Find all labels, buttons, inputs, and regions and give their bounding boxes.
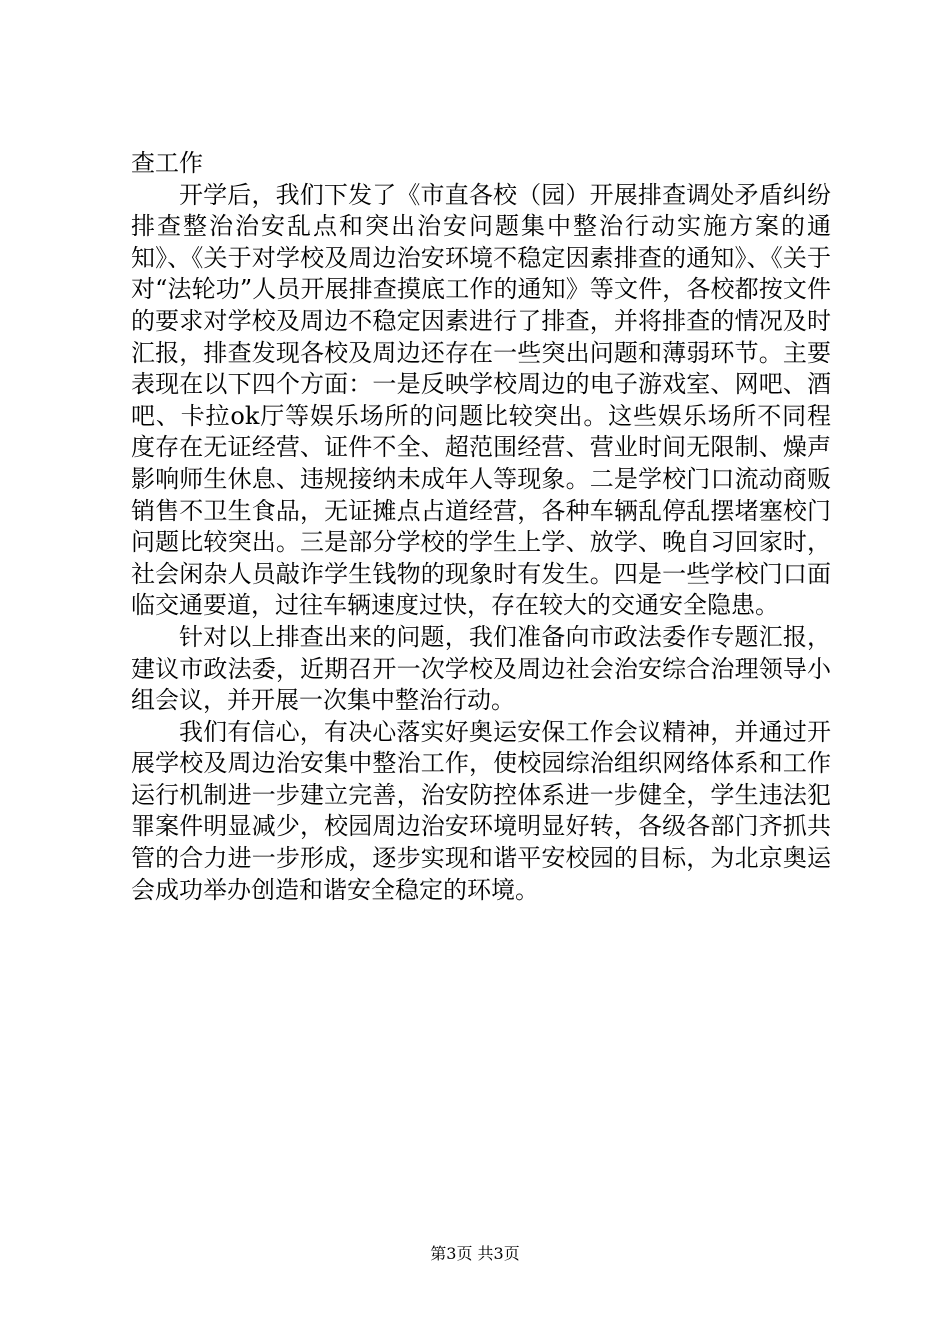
paragraph-continuation: 查工作 bbox=[131, 149, 203, 177]
page-footer bbox=[0, 1244, 950, 1264]
paragraph-proposed-actions: 针对以上排查出来的问题，我们准备向市政法委作专题汇报，建议市政法委，近期召开一次学校及周边社会治安综合治理领导小组会议，并开展一次集中整治行动。 bbox=[131, 622, 831, 715]
document-body bbox=[131, 148, 831, 906]
paragraph-conclusion: 我们有信心，有决心落实好奥运安保工作会议精神，并通过开展学校及周边治安集中整治工作，使校园综治组织网络体系和工作运行机制进一步建立完善，治安防控体系进一步健全，学生违法犯罪案件明显减少，校园周边治安环境明显好转，各级各部门齐抓共管的合力进一步形成，逐步实现和谐平安校园的目标，为北京奥运会成功举办创造和谐安全稳定的环境。 bbox=[131, 717, 831, 904]
paragraph-investigation-findings: 开学后，我们下发了《市直各校（园）开展排查调处矛盾纠纷排查整治治安乱点和突出治安问题集中整治行动实施方案的通知》、《关于对学校及周边治安环境不稳定因素排查的通知》、《关于对“法轮功”人员开展排查摸底工作的通知》等文件，各校都按文件的要求对学校及周边不稳定因素进行了排查，并将排查的情况及时汇报，排查发现各校及周边还存在一些突出问题和薄弱环节。主要表现在以下四个方面：一是反映学校周边的电子游戏室、网吧、酒吧、卡拉ok厅等娱乐场所的问题比较突出。这些娱乐场所不同程度存在无证经营、证件不全、超范围经营、营业时间无限制、燥声影响师生休息、违规接纳未成年人等现象。二是学校门口流动商贩销售不卫生食品，无证摊点占道经营，各种车辆乱停乱摆堵塞校门问题比较突出。三是部分学校的学生上学、放学、晚自习回家时，社会闲杂人员敲诈学生钱物的现象时有发生。四是一些学校门口面临交通要道，过往车辆速度过快，存在较大的交通安全隐患。 bbox=[131, 180, 831, 620]
page-number-label: 第3页 共3页 bbox=[430, 1244, 520, 1263]
